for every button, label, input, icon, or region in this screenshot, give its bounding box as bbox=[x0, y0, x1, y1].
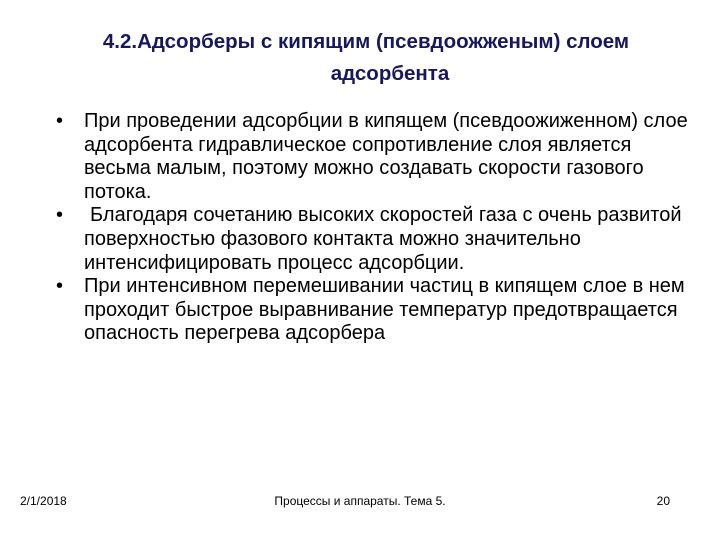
bullet-text: При проведении адсорбции в кипящем (псевдоожиженном) слое адсорбента гидравлическое сопротивление слоя является весьма малым, поэтому можно создавать скорости газового потока. bbox=[84, 110, 688, 203]
bullet-text: При интенсивном перемешивании частиц в кипящем слое в нем проходит быстрое выравнивание температур предотвращается опасность перегрева адсорбера bbox=[84, 275, 685, 345]
bullet-item bbox=[48, 275, 688, 346]
bullet-marker: • bbox=[56, 204, 64, 227]
bullet-item bbox=[48, 204, 688, 275]
footer-title: Процессы и аппараты. Тема 5. bbox=[274, 494, 446, 508]
slide-title-line-1: 4.2.Адсорберы с кипящим (псевдоожженым) слоем bbox=[102, 30, 630, 53]
footer-page-number: 20 bbox=[656, 494, 670, 508]
bullet-list bbox=[48, 110, 688, 346]
slide-title bbox=[0, 26, 720, 90]
bullet-marker: • bbox=[56, 275, 64, 298]
bullet-text: Благодаря сочетанию высоких скоростей газа с очень развитой поверхностью фазового контакта можно значительно интенсифицировать процесс адсорбции. bbox=[84, 204, 682, 274]
bullet-marker: • bbox=[56, 110, 64, 132]
bullet-item bbox=[48, 110, 688, 204]
slide-title-line-2: адсорбента bbox=[330, 62, 450, 85]
footer-date: 2/1/2018 bbox=[20, 494, 67, 508]
